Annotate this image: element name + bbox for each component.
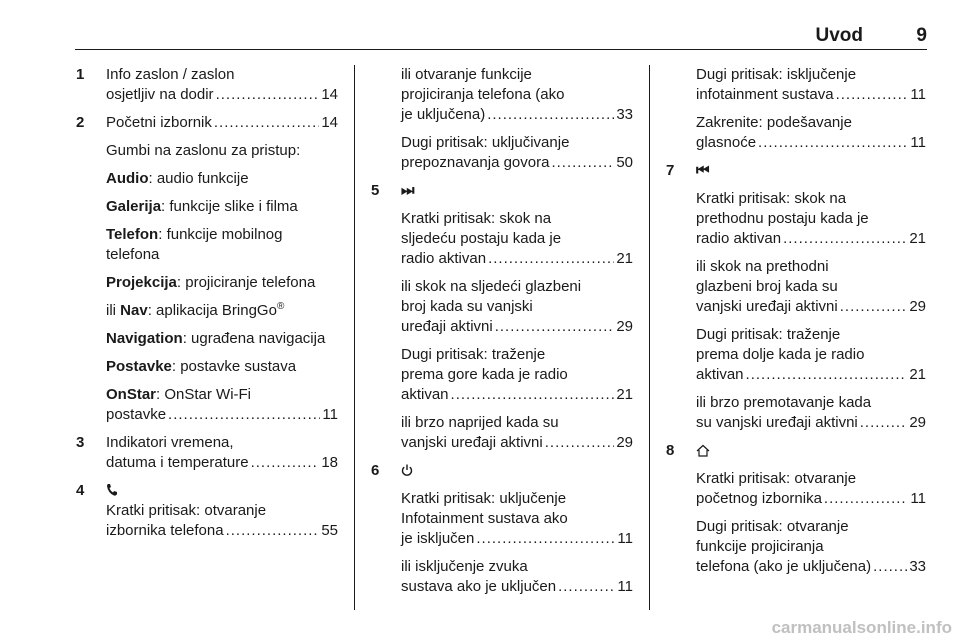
- item-text: Dugi pritisak: isključenje: [696, 66, 857, 83]
- toc-line: [106, 405, 338, 425]
- item-text: Kratki pritisak: skok na: [696, 190, 847, 207]
- item-text: Kratki pritisak: skok na: [401, 210, 552, 227]
- paragraph: [666, 325, 926, 385]
- term: Galerija: [106, 198, 162, 215]
- paragraph: [76, 197, 338, 217]
- leader-dots: [216, 85, 320, 105]
- item-text: telefona (ako je uključena): [696, 558, 872, 575]
- item-text: aktivan: [401, 386, 449, 403]
- icon-line: [696, 441, 926, 461]
- description: : postavke sustava: [171, 358, 297, 375]
- page-ref[interactable]: 14: [321, 114, 338, 131]
- toc-line: [696, 365, 926, 385]
- item-text: Kratki pritisak: otvaranje: [106, 502, 267, 519]
- page-ref[interactable]: 11: [617, 578, 633, 595]
- item-text: ili isključenje zvuka: [401, 558, 528, 575]
- page-ref[interactable]: 33: [616, 106, 633, 123]
- toc-line: [696, 489, 926, 509]
- item-text: Dugi pritisak: otvaranje: [696, 518, 849, 535]
- item-text: uređaji aktivni: [401, 318, 493, 335]
- column-divider: [354, 65, 355, 610]
- term: OnStar: [106, 386, 157, 403]
- leader-dots: [836, 85, 909, 105]
- toc-line: [696, 297, 926, 317]
- paragraph: Gumbi na zaslonu za pristup:: [106, 142, 301, 159]
- description: : audio funkcije: [148, 170, 249, 187]
- term: Projekcija: [106, 274, 177, 291]
- item-text: glasnoće: [696, 134, 757, 151]
- list-item-8: [666, 441, 926, 461]
- description: postavke: [106, 406, 167, 423]
- paragraph: [76, 385, 338, 425]
- page-ref[interactable]: 11: [910, 134, 926, 151]
- description: : projiciranje telefona: [176, 274, 316, 291]
- term: Audio: [106, 170, 149, 187]
- leader-dots: [451, 385, 615, 405]
- page-ref[interactable]: 21: [616, 250, 633, 267]
- term: Postavke: [106, 358, 172, 375]
- toc-line: [106, 453, 338, 473]
- page-number: 9: [916, 25, 927, 46]
- leader-dots: [495, 317, 615, 337]
- item-text: aktivan: [696, 366, 744, 383]
- toc-line: [106, 113, 338, 133]
- leader-dots: [214, 113, 319, 133]
- page-ref[interactable]: 29: [909, 414, 926, 431]
- item-text: Zakrenite: podešavanje: [696, 114, 852, 131]
- toc-line: [401, 385, 633, 405]
- paragraph: [371, 413, 633, 453]
- page-title: Uvod: [815, 25, 863, 46]
- leader-dots: [488, 249, 614, 269]
- leader-dots: [860, 413, 908, 433]
- list-item-7: [666, 161, 926, 181]
- leader-dots: [168, 405, 320, 425]
- item-text: ili skok na prethodni: [696, 258, 829, 275]
- list-item-2: [76, 113, 338, 133]
- list-item-3: [76, 433, 338, 473]
- column-1: [76, 65, 338, 549]
- leader-dots: [746, 365, 908, 385]
- leader-dots: [873, 557, 907, 577]
- page-ref[interactable]: 14: [321, 86, 338, 103]
- paragraph: [371, 65, 633, 125]
- toc-line: [106, 85, 338, 105]
- item-text: su vanjski uređaji aktivni: [696, 414, 858, 431]
- paragraph: [371, 489, 633, 549]
- home-icon: [696, 444, 710, 457]
- item-number: 8: [666, 442, 675, 459]
- item-number: 5: [371, 182, 380, 199]
- item-text: ili skok na sljedeći glazbeni: [401, 278, 582, 295]
- page-ref[interactable]: 21: [909, 230, 926, 247]
- item-text: izbornika telefona: [106, 522, 224, 539]
- page-ref[interactable]: 29: [616, 318, 633, 335]
- leader-dots: [487, 105, 614, 125]
- watermark: carmanualsonline.info: [771, 618, 952, 637]
- paragraph: [666, 113, 926, 153]
- item-text: Infotainment sustava ako: [401, 510, 568, 527]
- paragraph: [371, 209, 633, 269]
- item-text: ili otvaranje funkcije: [401, 66, 532, 83]
- toc-line: [696, 557, 926, 577]
- page-ref[interactable]: 55: [321, 522, 338, 539]
- toc-line: [401, 153, 633, 173]
- toc-line: [401, 577, 633, 597]
- page-ref[interactable]: 29: [616, 434, 633, 451]
- list-item-4: [76, 481, 338, 541]
- toc-line: [696, 85, 926, 105]
- toc-line: [696, 133, 926, 153]
- column-divider: [649, 65, 650, 610]
- item-text: glazbeni broj kada su: [696, 278, 838, 295]
- item-text: funkcije projiciranja: [696, 538, 824, 555]
- page-ref[interactable]: 33: [909, 558, 926, 575]
- term: Telefon: [106, 226, 159, 243]
- phone-icon: [106, 483, 118, 497]
- item-number: 6: [371, 462, 380, 479]
- item-text: vanjski uređaji aktivni: [401, 434, 543, 451]
- leader-dots: [840, 297, 908, 317]
- page-ref[interactable]: 11: [322, 406, 338, 423]
- item-number: 1: [76, 66, 85, 83]
- power-icon: [401, 464, 413, 477]
- paragraph: [666, 189, 926, 249]
- term: Navigation: [106, 330, 183, 347]
- page-ref[interactable]: 11: [617, 530, 633, 547]
- column-2: [371, 65, 633, 605]
- paragraph: [666, 469, 926, 509]
- item-text: početnog izbornika: [696, 490, 822, 507]
- leader-dots: [758, 133, 908, 153]
- item-text: vanjski uređaji aktivni: [696, 298, 838, 315]
- page-header: [75, 0, 927, 50]
- list-item-6: [371, 461, 633, 481]
- item-text: Dugi pritisak: traženje: [401, 346, 546, 363]
- paragraph: [371, 277, 633, 337]
- item-text: Dugi pritisak: uključivanje: [401, 134, 570, 151]
- paragraph: [371, 345, 633, 405]
- toc-line: [401, 105, 633, 125]
- page-ref[interactable]: 18: [321, 454, 338, 471]
- item-text: Info zaslon / zaslon: [106, 66, 235, 83]
- icon-line: [401, 461, 633, 481]
- item-text: datuma i temperature: [106, 454, 249, 471]
- leader-dots: [824, 489, 909, 509]
- item-text: infotainment sustava: [696, 86, 834, 103]
- item-text: radio aktivan: [696, 230, 782, 247]
- paragraph: [666, 393, 926, 433]
- item-number: 4: [76, 482, 85, 499]
- skip-back-icon: ⏮: [696, 162, 710, 179]
- toc-line: [696, 413, 926, 433]
- item-number: 7: [666, 162, 675, 179]
- registered-mark: ®: [276, 301, 285, 312]
- paragraph: [76, 357, 338, 377]
- item-text: Kratki pritisak: otvaranje: [696, 470, 857, 487]
- page-ref[interactable]: 29: [909, 298, 926, 315]
- leader-dots: [558, 577, 615, 597]
- item-text: Indikatori vremena,: [106, 434, 234, 451]
- icon-line: [696, 161, 926, 181]
- toc-line: [401, 317, 633, 337]
- icon-line: [401, 181, 633, 201]
- toc-line: [401, 433, 633, 453]
- leader-dots: [783, 229, 907, 249]
- paragraph: [76, 169, 338, 189]
- description: telefona: [106, 246, 160, 263]
- paragraph: [666, 65, 926, 105]
- item-text: sustava ako je uključen: [401, 578, 557, 595]
- paragraph: [76, 329, 338, 349]
- toc-line: [401, 529, 633, 549]
- list-item-5: [371, 181, 633, 201]
- item-text: Početni izbornik: [106, 114, 212, 131]
- item-text: radio aktivan: [401, 250, 487, 267]
- item-text: osjetljiv na dodir: [106, 86, 214, 103]
- leader-dots: [226, 521, 320, 541]
- item-text: prepoznavanja govora: [401, 154, 550, 171]
- leader-dots: [476, 529, 615, 549]
- item-text: projiciranja telefona (ako: [401, 86, 565, 103]
- description: : OnStar Wi-Fi: [156, 386, 252, 403]
- term: Nav: [120, 302, 148, 319]
- toc-line: [401, 249, 633, 269]
- item-text: ili brzo naprijed kada su: [401, 414, 559, 431]
- item-number: 3: [76, 434, 85, 451]
- page-ref[interactable]: 11: [910, 86, 926, 103]
- paragraph: [666, 517, 926, 577]
- toc-line: [106, 521, 338, 541]
- description: : funkcije mobilnog: [158, 226, 283, 243]
- paragraph: [371, 557, 633, 597]
- item-number: 2: [76, 114, 85, 131]
- page-ref[interactable]: 21: [616, 386, 633, 403]
- description: ili: [106, 302, 121, 319]
- item-text: je isključen: [401, 530, 475, 547]
- toc-line: [696, 229, 926, 249]
- paragraph: [76, 301, 338, 321]
- paragraph: [666, 257, 926, 317]
- paragraph: [76, 225, 338, 265]
- list-item-1: [76, 65, 338, 105]
- description: : funkcije slike i filma: [161, 198, 298, 215]
- skip-forward-icon: ⏭: [401, 182, 415, 199]
- leader-dots: [551, 153, 614, 173]
- item-text: broj kada su vanjski: [401, 298, 533, 315]
- column-3: [666, 65, 926, 585]
- item-text: prema dolje kada je radio: [696, 346, 865, 363]
- item-text: prema gore kada je radio: [401, 366, 568, 383]
- item-text: ili brzo premotavanje kada: [696, 394, 872, 411]
- item-text: sljedeću postaju kada je: [401, 230, 562, 247]
- description: : aplikacija BringGo: [147, 302, 277, 319]
- item-text: prethodnu postaju kada je: [696, 210, 869, 227]
- paragraph: [371, 133, 633, 173]
- item-text: Dugi pritisak: traženje: [696, 326, 841, 343]
- page-ref[interactable]: 21: [909, 366, 926, 383]
- leader-dots: [251, 453, 320, 473]
- page-ref[interactable]: 11: [910, 490, 926, 507]
- item-text: Kratki pritisak: uključenje: [401, 490, 567, 507]
- page-ref[interactable]: 50: [616, 154, 633, 171]
- item-text: je uključena): [401, 106, 486, 123]
- paragraph: [76, 273, 338, 293]
- icon-line: [106, 481, 338, 501]
- leader-dots: [545, 433, 615, 453]
- description: : ugrađena navigacija: [182, 330, 326, 347]
